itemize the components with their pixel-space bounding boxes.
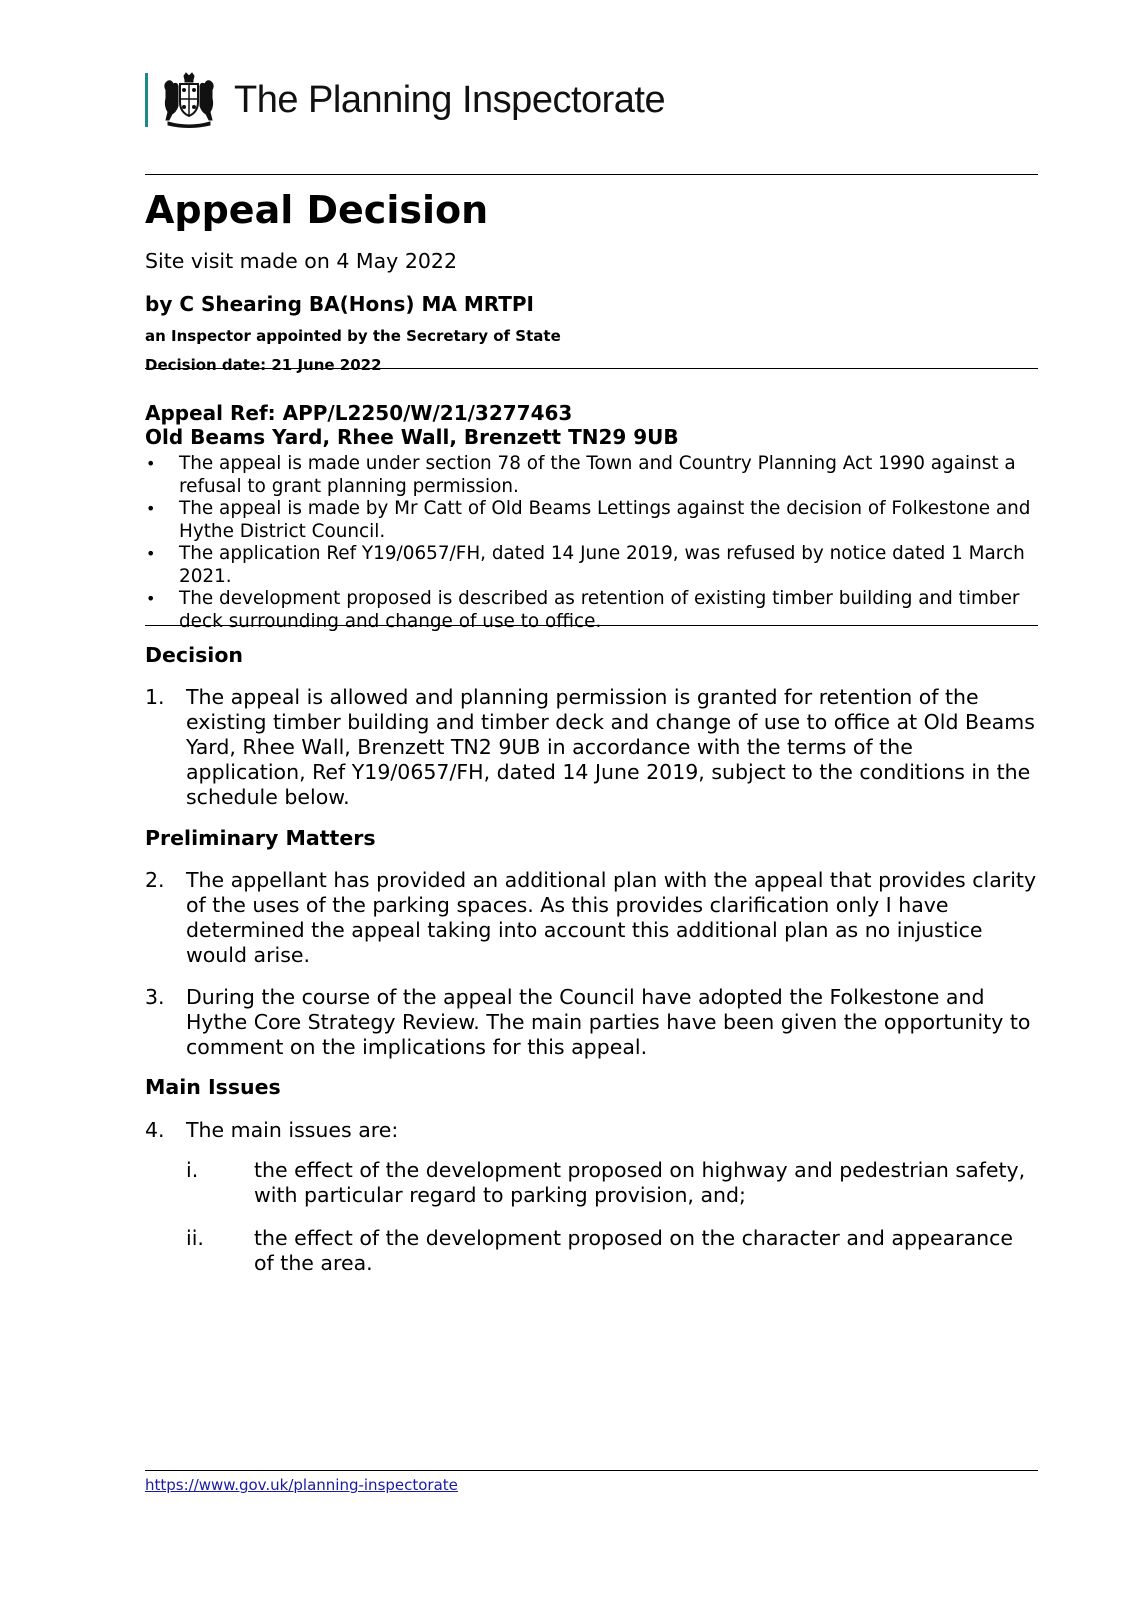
paragraph-text: The main issues are: xyxy=(186,1118,399,1142)
inspector-appointment: an Inspector appointed by the Secretary of State xyxy=(145,327,561,345)
paragraph-text: The appeal is allowed and planning permission is granted for retention of the existing timber building and timber deck and change of use to office at Old Beams Yard, Rhee Wall, Brenzett TN2 9UB in accordance with the terms of the application, Ref Y19/0657/FH, dated 14 June 2019, subject to the conditions in the schedule below. xyxy=(186,685,1035,809)
appeal-reference-block xyxy=(145,401,679,449)
paragraph-1 xyxy=(145,685,1038,810)
preliminary-matters-heading: Preliminary Matters xyxy=(145,826,376,850)
appeal-address: Old Beams Yard, Rhee Wall, Brenzett TN29 9UB xyxy=(145,425,679,449)
paragraph-3 xyxy=(145,985,1038,1060)
decision-date: Decision date: 21 June 2022 xyxy=(145,356,382,374)
appeal-details-list xyxy=(145,453,1038,633)
paragraph-number: 4. xyxy=(145,1118,165,1142)
issue-number: ii. xyxy=(186,1226,204,1250)
paragraph-text: The appellant has provided an additional plan with the appeal that provides clarity of the uses of the parking spaces. As this provides clarification only I have determined the appeal taking into account this additional plan as no injustice would arise. xyxy=(186,868,1037,967)
logo-accent-bar xyxy=(145,73,148,127)
paragraph-4 xyxy=(145,1118,1038,1143)
issue-text: the effect of the development proposed on highway and pedestrian safety, with particular regard to parking provision, and; xyxy=(254,1158,1026,1207)
summary-divider xyxy=(145,625,1038,626)
royal-coat-of-arms-icon xyxy=(160,72,218,128)
list-item: • The development proposed is described as retention of existing timber building and timber deck surrounding and change of use to office. xyxy=(145,588,1038,633)
list-item: • The appeal is made under section 78 of the Town and Country Planning Act 1990 against a refusal to grant planning permission. xyxy=(145,453,1038,498)
page-title: Appeal Decision xyxy=(145,188,489,232)
inspector-name: by C Shearing BA(Hons) MA MRTPI xyxy=(145,292,534,316)
list-item: • The application Ref Y19/0657/FH, dated 14 June 2019, was refused by notice dated 1 March 2021. xyxy=(145,543,1038,588)
main-issues-heading: Main Issues xyxy=(145,1075,281,1099)
paragraph-number: 3. xyxy=(145,985,165,1009)
planning-inspectorate-link[interactable]: https://www.gov.uk/planning-inspectorate xyxy=(145,1476,458,1494)
paragraph-number: 2. xyxy=(145,868,165,892)
planning-inspectorate-logo xyxy=(145,72,665,128)
list-item: • The appeal is made by Mr Catt of Old Beams Lettings against the decision of Folkestone and Hythe District Council. xyxy=(145,498,1038,543)
footer-divider xyxy=(145,1470,1038,1471)
meta-divider xyxy=(145,368,1038,369)
issue-item-ii xyxy=(186,1226,1038,1276)
appeal-ref: Appeal Ref: APP/L2250/W/21/3277463 xyxy=(145,401,573,425)
issue-item-i xyxy=(186,1158,1038,1208)
header-divider xyxy=(145,174,1038,175)
issue-number: i. xyxy=(186,1158,199,1182)
paragraph-text: During the course of the appeal the Council have adopted the Folkestone and Hythe Core Strategy Review. The main parties have been given the opportunity to comment on the implications for this appeal. xyxy=(186,985,1031,1059)
paragraph-number: 1. xyxy=(145,685,165,709)
site-visit-date: Site visit made on 4 May 2022 xyxy=(145,249,457,273)
decision-heading: Decision xyxy=(145,643,244,667)
paragraph-2 xyxy=(145,868,1038,968)
logo-text: The Planning Inspectorate xyxy=(234,78,666,121)
issue-text: the effect of the development proposed on the character and appearance of the area. xyxy=(254,1226,1014,1275)
